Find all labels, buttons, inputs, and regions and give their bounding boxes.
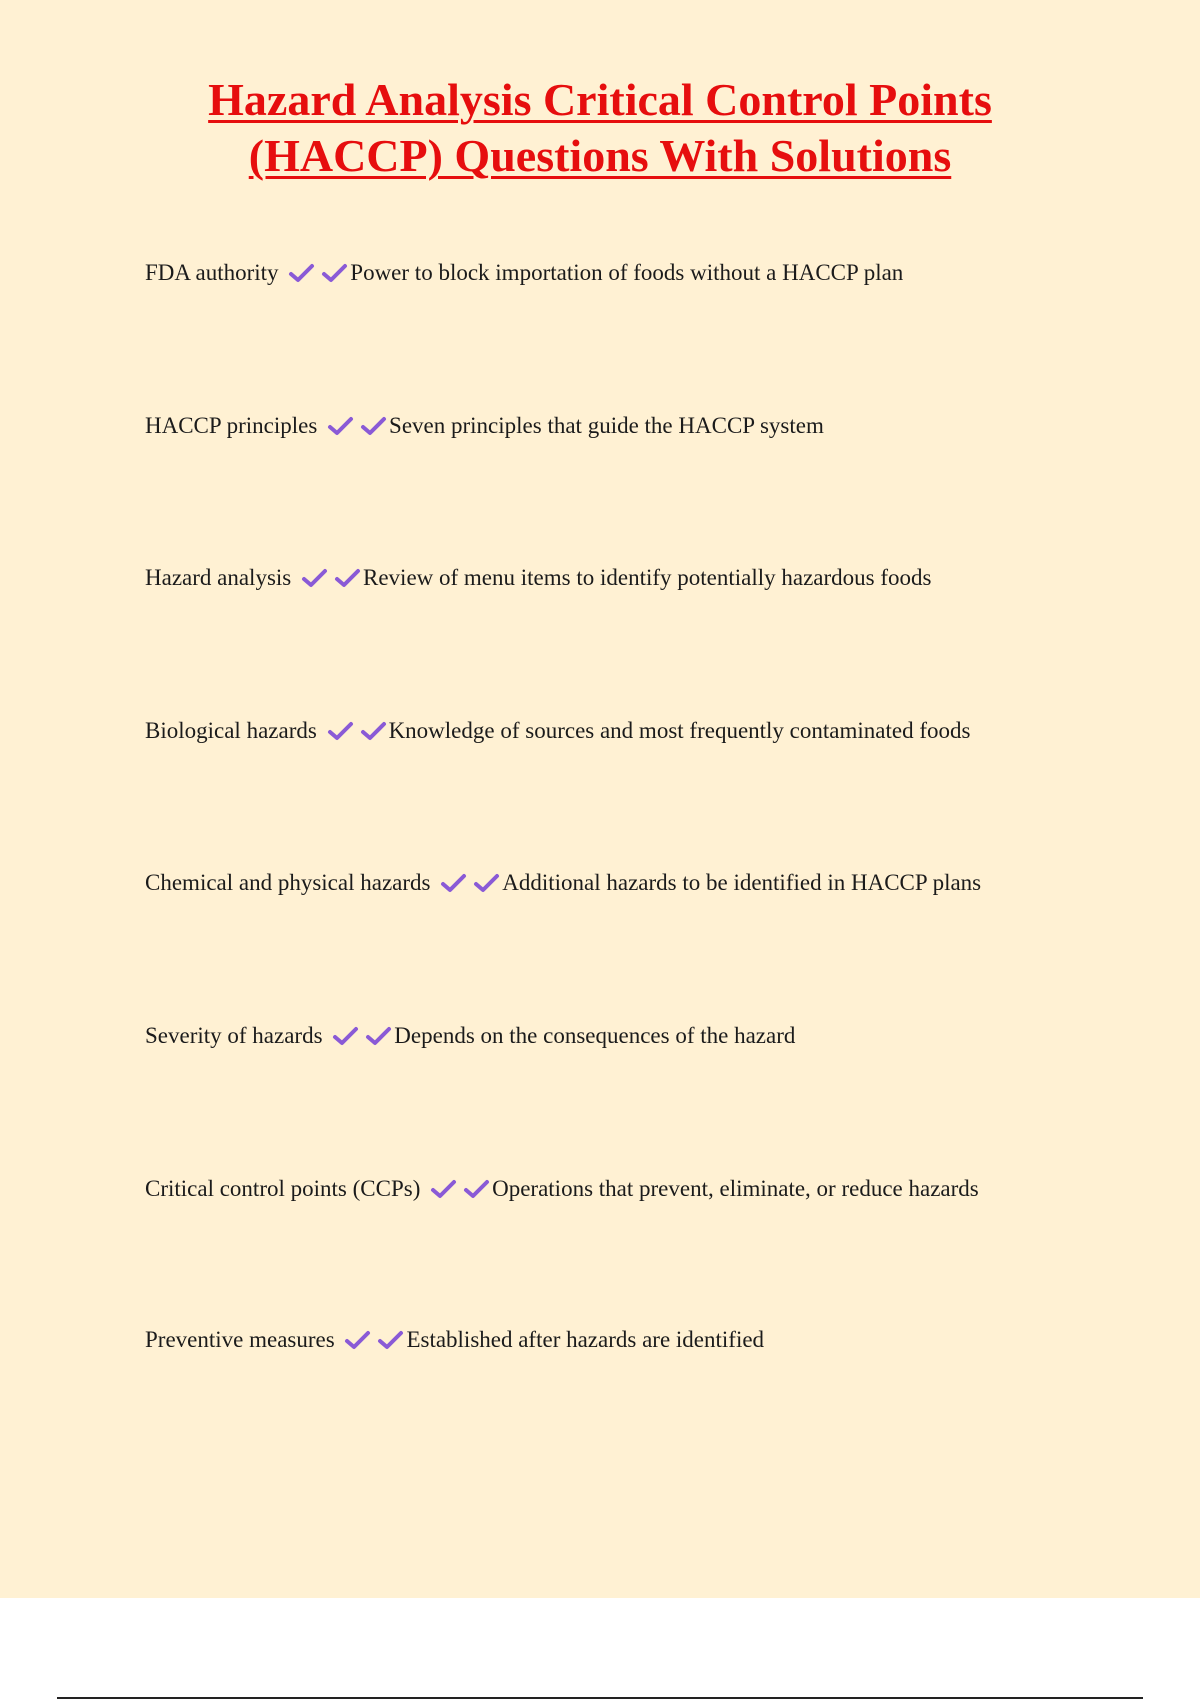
qa-answer: Established after hazards are identified [406,1327,765,1352]
qa-answer: Review of menu items to identify potentially hazardous foods [363,565,932,590]
check-mark-icon [301,566,328,586]
check-mark-icon [327,414,354,434]
title-line-1: Hazard Analysis Critical Control Points [208,74,992,125]
qa-term: Severity of hazards [145,1023,323,1048]
page-title [0,72,1200,184]
qa-term: FDA authority [145,260,279,285]
qa-item [145,868,1145,898]
qa-item [145,1325,1145,1355]
check-mark-icon [288,261,315,281]
check-mark-icon [430,1177,457,1197]
qa-term: Critical control points (CCPs) [145,1176,421,1201]
check-mark-icon [365,1024,392,1044]
qa-answer: Knowledge of sources and most frequently contaminated foods [388,718,971,743]
check-mark-icon [440,871,467,891]
qa-answer: Additional hazards to be identified in HACCP plans [502,870,982,895]
qa-answer: Operations that prevent, eliminate, or reduce hazards [492,1176,979,1201]
check-mark-icon [321,261,348,281]
qa-answer: Seven principles that guide the HACCP system [389,413,824,438]
check-mark-icon [360,719,387,739]
footer-divider [57,1697,1143,1699]
qa-item [145,1174,1145,1204]
title-line-2: (HACCP) Questions With Solutions [248,130,952,181]
qa-answer: Power to block importation of foods without a HACCP plan [350,260,904,285]
check-mark-icon [334,566,361,586]
qa-item [145,258,1145,288]
qa-item [145,1021,1145,1051]
check-mark-icon [327,719,354,739]
qa-item [145,716,1145,746]
check-mark-icon [360,414,387,434]
check-mark-icon [344,1328,371,1348]
check-mark-icon [377,1328,404,1348]
check-mark-icon [332,1024,359,1044]
qa-term: Biological hazards [145,718,317,743]
qa-answer: Depends on the consequences of the hazard [394,1023,796,1048]
qa-item [145,563,1145,593]
qa-term: Preventive measures [145,1327,335,1352]
qa-term: Chemical and physical hazards [145,870,431,895]
qa-item [145,411,1145,441]
check-mark-icon [473,871,500,891]
qa-term: HACCP principles [145,413,318,438]
check-mark-icon [463,1177,490,1197]
qa-term: Hazard analysis [145,565,292,590]
